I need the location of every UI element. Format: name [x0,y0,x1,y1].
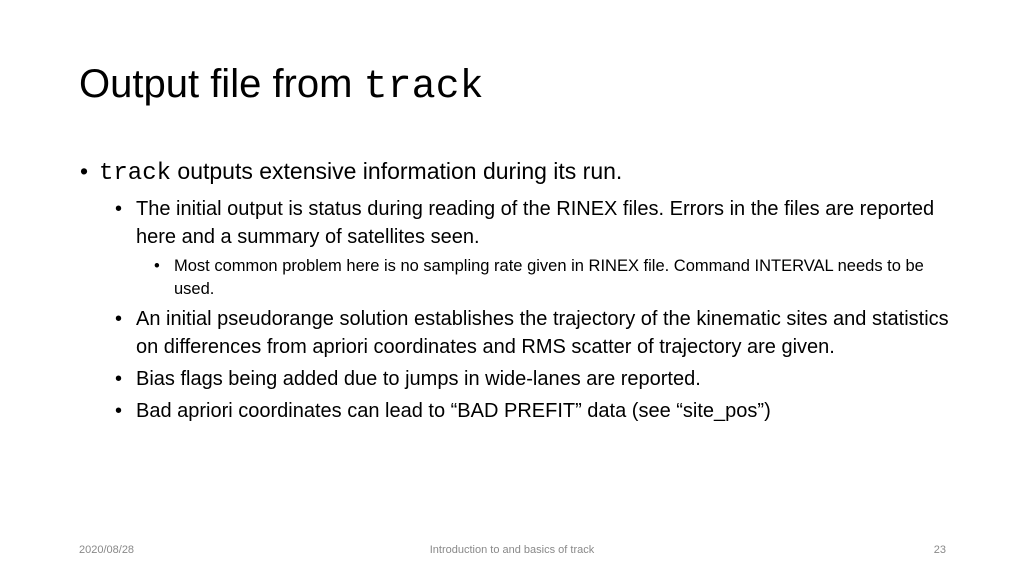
bullet-pseudorange-solution [115,305,960,361]
bullet-text: Bad apriori coordinates can lead to “BAD PREFIT” data (see “site_pos”) [136,400,771,422]
bullet-track-outputs [80,156,960,189]
bullet-dot: • [115,308,123,330]
footer-page-number: 23 [933,544,946,556]
bullet-text: The initial output is status during reading of the RINEX files. Errors in the files are reported here and a summary of satellites seen. [136,198,935,248]
bullet-initial-output [115,195,960,251]
bullet-dot: • [115,400,123,422]
bullet-text: Most common problem here is no sampling rate given in RINEX file. Command INTERVAL needs to be used. [174,257,924,298]
slide-title-text: Output file from [79,62,353,106]
bullet-code-track: track [99,160,172,187]
bullet-text: Bias flags being added due to jumps in wide-lanes are reported. [136,368,701,390]
bullet-common-problem [154,255,960,301]
bullet-text: An initial pseudorange solution establishes the trajectory of the kinematic sites and statistics on differences from apriori coordinates and RMS scatter of trajectory are given. [136,308,949,358]
bullet-dot: • [154,257,160,275]
bullet-text: outputs extensive information during its run. [177,158,623,184]
bullet-dot: • [115,198,123,220]
slide-title-code: track [363,65,484,110]
bullet-bias-flags [115,365,960,393]
footer-date: 2020/08/28 [79,544,135,556]
bullet-dot: • [115,368,123,390]
bullet-bad-apriori [115,397,960,425]
slide-body [80,156,960,425]
slide-title [79,58,484,114]
footer-title: Introduction to and basics of track [429,544,595,556]
bullet-dot: • [80,158,89,184]
